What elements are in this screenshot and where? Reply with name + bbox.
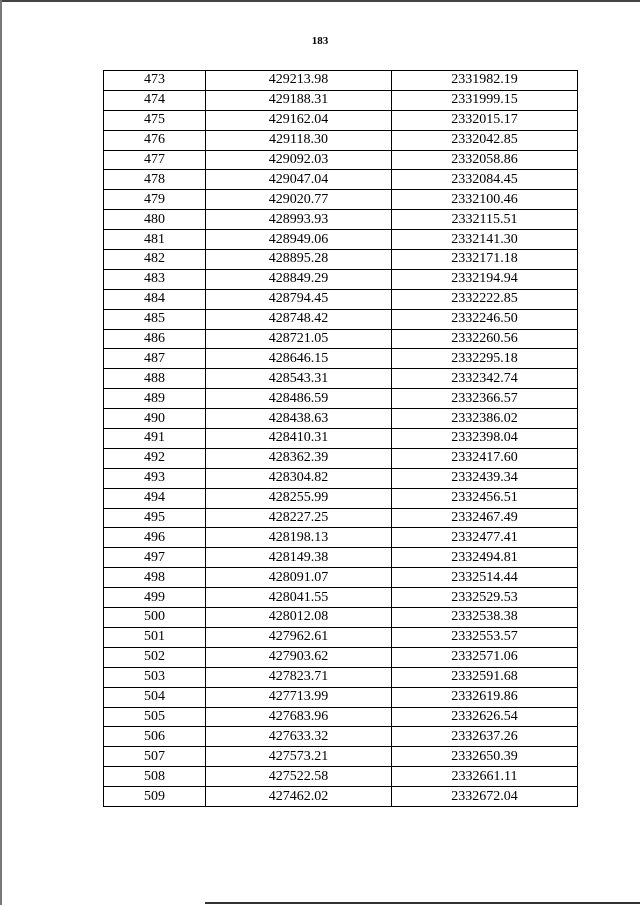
point-number-cell: 493 [104, 468, 206, 488]
table-row [104, 767, 578, 787]
table-row [104, 568, 578, 588]
point-number-cell: 487 [104, 349, 206, 369]
y-coordinate-cell: 2332467.49 [392, 508, 578, 528]
table-row [104, 588, 578, 608]
point-number-cell: 507 [104, 747, 206, 767]
point-number-cell: 486 [104, 329, 206, 349]
point-number-cell: 498 [104, 568, 206, 588]
table-row [104, 429, 578, 449]
x-coordinate-cell: 427683.96 [206, 707, 392, 727]
y-coordinate-cell: 2332538.38 [392, 608, 578, 628]
x-coordinate-cell: 428198.13 [206, 528, 392, 548]
table-row [104, 528, 578, 548]
x-coordinate-cell: 428794.45 [206, 289, 392, 309]
table-row [104, 250, 578, 270]
point-number-cell: 492 [104, 448, 206, 468]
point-number-cell: 494 [104, 488, 206, 508]
x-coordinate-cell: 428091.07 [206, 568, 392, 588]
x-coordinate-cell: 429213.98 [206, 71, 392, 91]
point-number-cell: 495 [104, 508, 206, 528]
point-number-cell: 480 [104, 210, 206, 230]
point-number-cell: 476 [104, 130, 206, 150]
y-coordinate-cell: 2332141.30 [392, 230, 578, 250]
x-coordinate-cell: 428646.15 [206, 349, 392, 369]
x-coordinate-cell: 429047.04 [206, 170, 392, 190]
table-row [104, 269, 578, 289]
x-coordinate-cell: 427633.32 [206, 727, 392, 747]
table-row [104, 707, 578, 727]
x-coordinate-cell: 428149.38 [206, 548, 392, 568]
coordinates-table [103, 70, 578, 807]
y-coordinate-cell: 2332514.44 [392, 568, 578, 588]
page-number: 183 [311, 35, 329, 47]
y-coordinate-cell: 2332194.94 [392, 269, 578, 289]
point-number-cell: 473 [104, 71, 206, 91]
point-number-cell: 478 [104, 170, 206, 190]
table-row [104, 190, 578, 210]
table-row [104, 409, 578, 429]
table-row [104, 667, 578, 687]
point-number-cell: 499 [104, 588, 206, 608]
table-row [104, 170, 578, 190]
point-number-cell: 488 [104, 369, 206, 389]
point-number-cell: 508 [104, 767, 206, 787]
table-row [104, 687, 578, 707]
y-coordinate-cell: 2331999.15 [392, 90, 578, 110]
x-coordinate-cell: 428255.99 [206, 488, 392, 508]
point-number-cell: 502 [104, 647, 206, 667]
y-coordinate-cell: 2332171.18 [392, 250, 578, 270]
table-row [104, 130, 578, 150]
point-number-cell: 485 [104, 309, 206, 329]
x-coordinate-cell: 428012.08 [206, 608, 392, 628]
x-coordinate-cell: 428748.42 [206, 309, 392, 329]
table-row [104, 608, 578, 628]
y-coordinate-cell: 2332439.34 [392, 468, 578, 488]
y-coordinate-cell: 2332626.54 [392, 707, 578, 727]
y-coordinate-cell: 2332477.41 [392, 528, 578, 548]
y-coordinate-cell: 2332637.26 [392, 727, 578, 747]
y-coordinate-cell: 2332571.06 [392, 647, 578, 667]
table-row [104, 448, 578, 468]
table-row [104, 747, 578, 767]
point-number-cell: 484 [104, 289, 206, 309]
table-row [104, 210, 578, 230]
x-coordinate-cell: 428041.55 [206, 588, 392, 608]
table-row [104, 309, 578, 329]
y-coordinate-cell: 2332084.45 [392, 170, 578, 190]
y-coordinate-cell: 2332398.04 [392, 429, 578, 449]
point-number-cell: 474 [104, 90, 206, 110]
page-left-edge [0, 0, 2, 905]
x-coordinate-cell: 428227.25 [206, 508, 392, 528]
point-number-cell: 479 [104, 190, 206, 210]
y-coordinate-cell: 2332115.51 [392, 210, 578, 230]
x-coordinate-cell: 428304.82 [206, 468, 392, 488]
x-coordinate-cell: 429020.77 [206, 190, 392, 210]
y-coordinate-cell: 2332529.53 [392, 588, 578, 608]
table-row [104, 110, 578, 130]
y-coordinate-cell: 2332386.02 [392, 409, 578, 429]
y-coordinate-cell: 2332417.60 [392, 448, 578, 468]
x-coordinate-cell: 427823.71 [206, 667, 392, 687]
table-row [104, 787, 578, 807]
table-row [104, 150, 578, 170]
point-number-cell: 506 [104, 727, 206, 747]
point-number-cell: 501 [104, 627, 206, 647]
y-coordinate-cell: 2332672.04 [392, 787, 578, 807]
x-coordinate-cell: 428438.63 [206, 409, 392, 429]
x-coordinate-cell: 428721.05 [206, 329, 392, 349]
table-row [104, 289, 578, 309]
point-number-cell: 482 [104, 250, 206, 270]
x-coordinate-cell: 427462.02 [206, 787, 392, 807]
table-row [104, 90, 578, 110]
page-top-edge [0, 0, 640, 2]
y-coordinate-cell: 2332042.85 [392, 130, 578, 150]
y-coordinate-cell: 2332246.50 [392, 309, 578, 329]
point-number-cell: 496 [104, 528, 206, 548]
point-number-cell: 504 [104, 687, 206, 707]
y-coordinate-cell: 2332619.86 [392, 687, 578, 707]
x-coordinate-cell: 427713.99 [206, 687, 392, 707]
y-coordinate-cell: 2332553.57 [392, 627, 578, 647]
y-coordinate-cell: 2332342.74 [392, 369, 578, 389]
point-number-cell: 483 [104, 269, 206, 289]
y-coordinate-cell: 2332591.68 [392, 667, 578, 687]
page-bottom-edge [205, 902, 640, 904]
table-row [104, 647, 578, 667]
table-row [104, 508, 578, 528]
x-coordinate-cell: 428362.39 [206, 448, 392, 468]
table-row [104, 548, 578, 568]
y-coordinate-cell: 2332650.39 [392, 747, 578, 767]
table-row [104, 329, 578, 349]
table-row [104, 71, 578, 91]
y-coordinate-cell: 2332456.51 [392, 488, 578, 508]
x-coordinate-cell: 427903.62 [206, 647, 392, 667]
point-number-cell: 509 [104, 787, 206, 807]
x-coordinate-cell: 428486.59 [206, 389, 392, 409]
y-coordinate-cell: 2332100.46 [392, 190, 578, 210]
coordinates-table-body [104, 71, 578, 807]
x-coordinate-cell: 429118.30 [206, 130, 392, 150]
x-coordinate-cell: 429188.31 [206, 90, 392, 110]
x-coordinate-cell: 428993.93 [206, 210, 392, 230]
point-number-cell: 505 [104, 707, 206, 727]
point-number-cell: 497 [104, 548, 206, 568]
point-number-cell: 477 [104, 150, 206, 170]
y-coordinate-cell: 2332661.11 [392, 767, 578, 787]
y-coordinate-cell: 2331982.19 [392, 71, 578, 91]
point-number-cell: 475 [104, 110, 206, 130]
table-row [104, 488, 578, 508]
point-number-cell: 481 [104, 230, 206, 250]
table-row [104, 349, 578, 369]
x-coordinate-cell: 428410.31 [206, 429, 392, 449]
x-coordinate-cell: 428849.29 [206, 269, 392, 289]
y-coordinate-cell: 2332058.86 [392, 150, 578, 170]
x-coordinate-cell: 429162.04 [206, 110, 392, 130]
point-number-cell: 503 [104, 667, 206, 687]
y-coordinate-cell: 2332295.18 [392, 349, 578, 369]
x-coordinate-cell: 429092.03 [206, 150, 392, 170]
x-coordinate-cell: 427573.21 [206, 747, 392, 767]
y-coordinate-cell: 2332366.57 [392, 389, 578, 409]
y-coordinate-cell: 2332494.81 [392, 548, 578, 568]
table-row [104, 389, 578, 409]
point-number-cell: 490 [104, 409, 206, 429]
table-row [104, 627, 578, 647]
point-number-cell: 489 [104, 389, 206, 409]
y-coordinate-cell: 2332015.17 [392, 110, 578, 130]
table-row [104, 468, 578, 488]
table-row [104, 230, 578, 250]
point-number-cell: 500 [104, 608, 206, 628]
table-row [104, 369, 578, 389]
point-number-cell: 491 [104, 429, 206, 449]
x-coordinate-cell: 428949.06 [206, 230, 392, 250]
y-coordinate-cell: 2332222.85 [392, 289, 578, 309]
x-coordinate-cell: 427962.61 [206, 627, 392, 647]
x-coordinate-cell: 428543.31 [206, 369, 392, 389]
x-coordinate-cell: 427522.58 [206, 767, 392, 787]
y-coordinate-cell: 2332260.56 [392, 329, 578, 349]
table-row [104, 727, 578, 747]
x-coordinate-cell: 428895.28 [206, 250, 392, 270]
